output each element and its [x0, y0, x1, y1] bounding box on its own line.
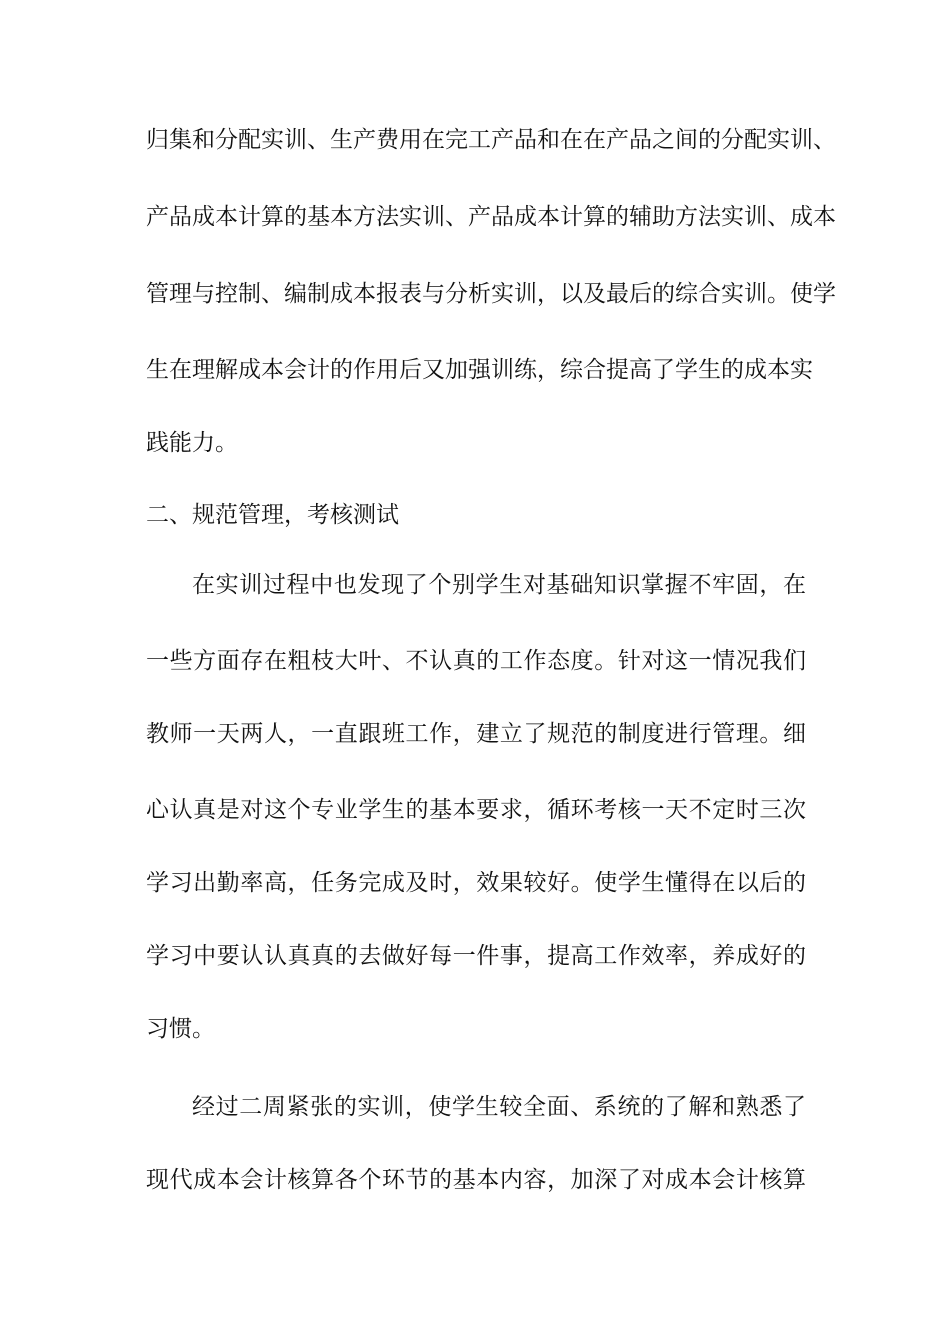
text-line: 生在理解成本会计的作用后又加强训练，综合提高了学生的成本实	[146, 357, 813, 383]
text-line: 心认真是对这个专业学生的基本要求，循环考核一天不定时三次	[146, 797, 806, 823]
text-line: 习惯。	[146, 1016, 215, 1042]
text-line: 管理与控制、编制成本报表与分析实训，以及最后的综合实训。使学	[146, 281, 836, 307]
text-line: 践能力。	[146, 430, 238, 456]
text-line: 经过二周紧张的实训，使学生较全面、系统的了解和熟悉了	[192, 1094, 806, 1120]
text-line: 归集和分配实训、生产费用在完工产品和在在产品之间的分配实训、	[146, 127, 836, 153]
text-line: 一些方面存在粗枝大叶、不认真的工作态度。针对这一情况我们	[146, 648, 806, 674]
text-line: 教师一天两人，一直跟班工作，建立了规范的制度进行管理。细	[146, 721, 806, 747]
text-line: 在实训过程中也发现了个别学生对基础知识掌握不牢固，在	[192, 572, 806, 598]
text-line: 学习中要认认真真的去做好每一件事，提高工作效率，养成好的	[146, 943, 806, 969]
text-line: 学习出勤率高，任务完成及时，效果较好。使学生懂得在以后的	[146, 870, 806, 896]
section-heading: 二、规范管理，考核测试	[146, 502, 399, 528]
text-line: 现代成本会计核算各个环节的基本内容，加深了对成本会计核算	[146, 1167, 806, 1193]
text-line: 产品成本计算的基本方法实训、产品成本计算的辅助方法实训、成本	[146, 204, 836, 230]
